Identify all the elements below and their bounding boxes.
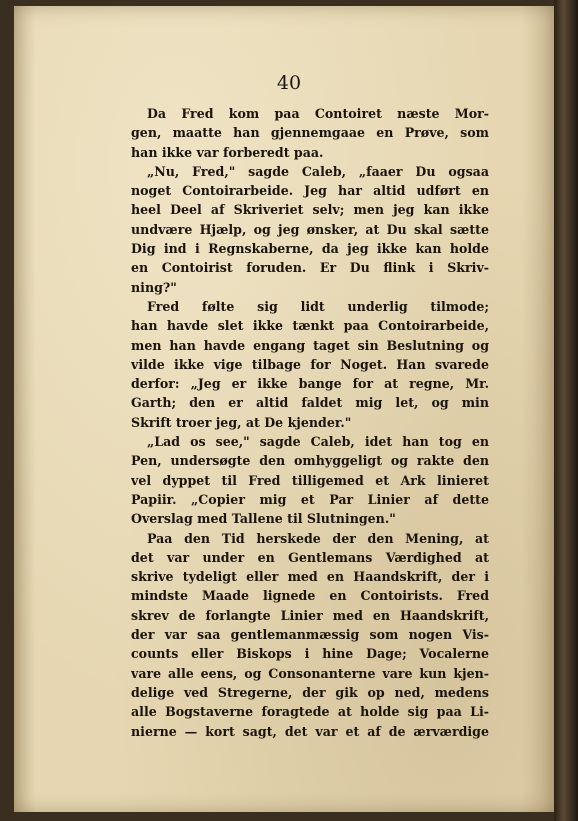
text-line: Papiir. „Copier mig et Par Linier af dette: [131, 491, 489, 507]
text-line: nierne — kort sagt, det var et af de ærværdige: [131, 723, 489, 739]
text-line: Garth; den er altid faldet mig let, og min: [131, 395, 489, 411]
text-line: Da Fred kom paa Contoiret næste Mor-: [147, 106, 489, 121]
text-line: Pen, undersøgte den omhyggeligt og rakte den: [131, 453, 489, 469]
text-line: men han havde engang taget sin Beslutning og: [131, 337, 489, 353]
text-line: „Lad os see," sagde Caleb, idet han tog en: [147, 434, 489, 450]
text-line: delige ved Stregerne, der gik op ned, medens: [131, 684, 489, 700]
text-line: „Nu, Fred," sagde Caleb, „faaer Du ogsaa: [147, 163, 489, 179]
text-line: vare alle eens, og Consonanterne vare kun kjen-: [131, 665, 489, 681]
text-line: heel Deel af Skriveriet selv; men jeg kan ikke: [131, 202, 489, 218]
text-line: Dig ind i Regnskaberne, da jeg ikke kan holde: [131, 241, 489, 257]
text-line: counts eller Biskops i hine Dage; Vocalerne: [131, 646, 489, 662]
text-line: Fred følte sig lidt underlig tilmode;: [147, 298, 489, 314]
text-line: gen, maatte han gjennemgaae en Prøve, som: [131, 125, 489, 141]
text-line: alle Bogstaverne foragtede at holde sig paa Li-: [131, 704, 489, 720]
text-line: skrive tydeligt eller med en Haandskrift, der i: [131, 569, 489, 585]
body-text: [131, 104, 489, 741]
text-line: vel dyppet til Fred tilligemed et Ark linieret: [131, 472, 489, 488]
text-line: Skrift troer jeg, at De kjender.": [131, 414, 352, 430]
text-line: han havde slet ikke tænkt paa Contoirarbeide,: [131, 318, 489, 334]
text-line: en Contoirist foruden. Er Du flink i Skriv-: [131, 260, 489, 276]
page-number: 40: [276, 72, 302, 94]
text-line: undvære Hjælp, og jeg ønsker, at Du skal sætte: [131, 221, 489, 237]
text-line: ning?": [131, 279, 177, 295]
text-line: derfor: „Jeg er ikke bange for at regne, Mr.: [131, 376, 489, 392]
text-line: mindste Maade lignede en Contoirists. Fred: [131, 588, 489, 604]
text-line: vilde ikke vige tilbage for Noget. Han svarede: [131, 356, 489, 372]
text-line: noget Contoirarbeide. Jeg har altid udført en: [131, 183, 489, 199]
text-line: skrev de forlangte Linier med en Haandskrift,: [131, 607, 489, 623]
text-line: Paa den Tid herskede der den Mening, at: [147, 530, 489, 546]
text-line: der var saa gentlemanmæssig som nogen Vis-: [131, 627, 489, 643]
book-binding-edge: [554, 0, 578, 821]
text-line: Overslag med Tallene til Slutningen.": [131, 511, 396, 527]
text-line: han ikke var forberedt paa.: [131, 144, 324, 160]
text-line: det var under en Gentlemans Værdighed at: [131, 549, 489, 565]
